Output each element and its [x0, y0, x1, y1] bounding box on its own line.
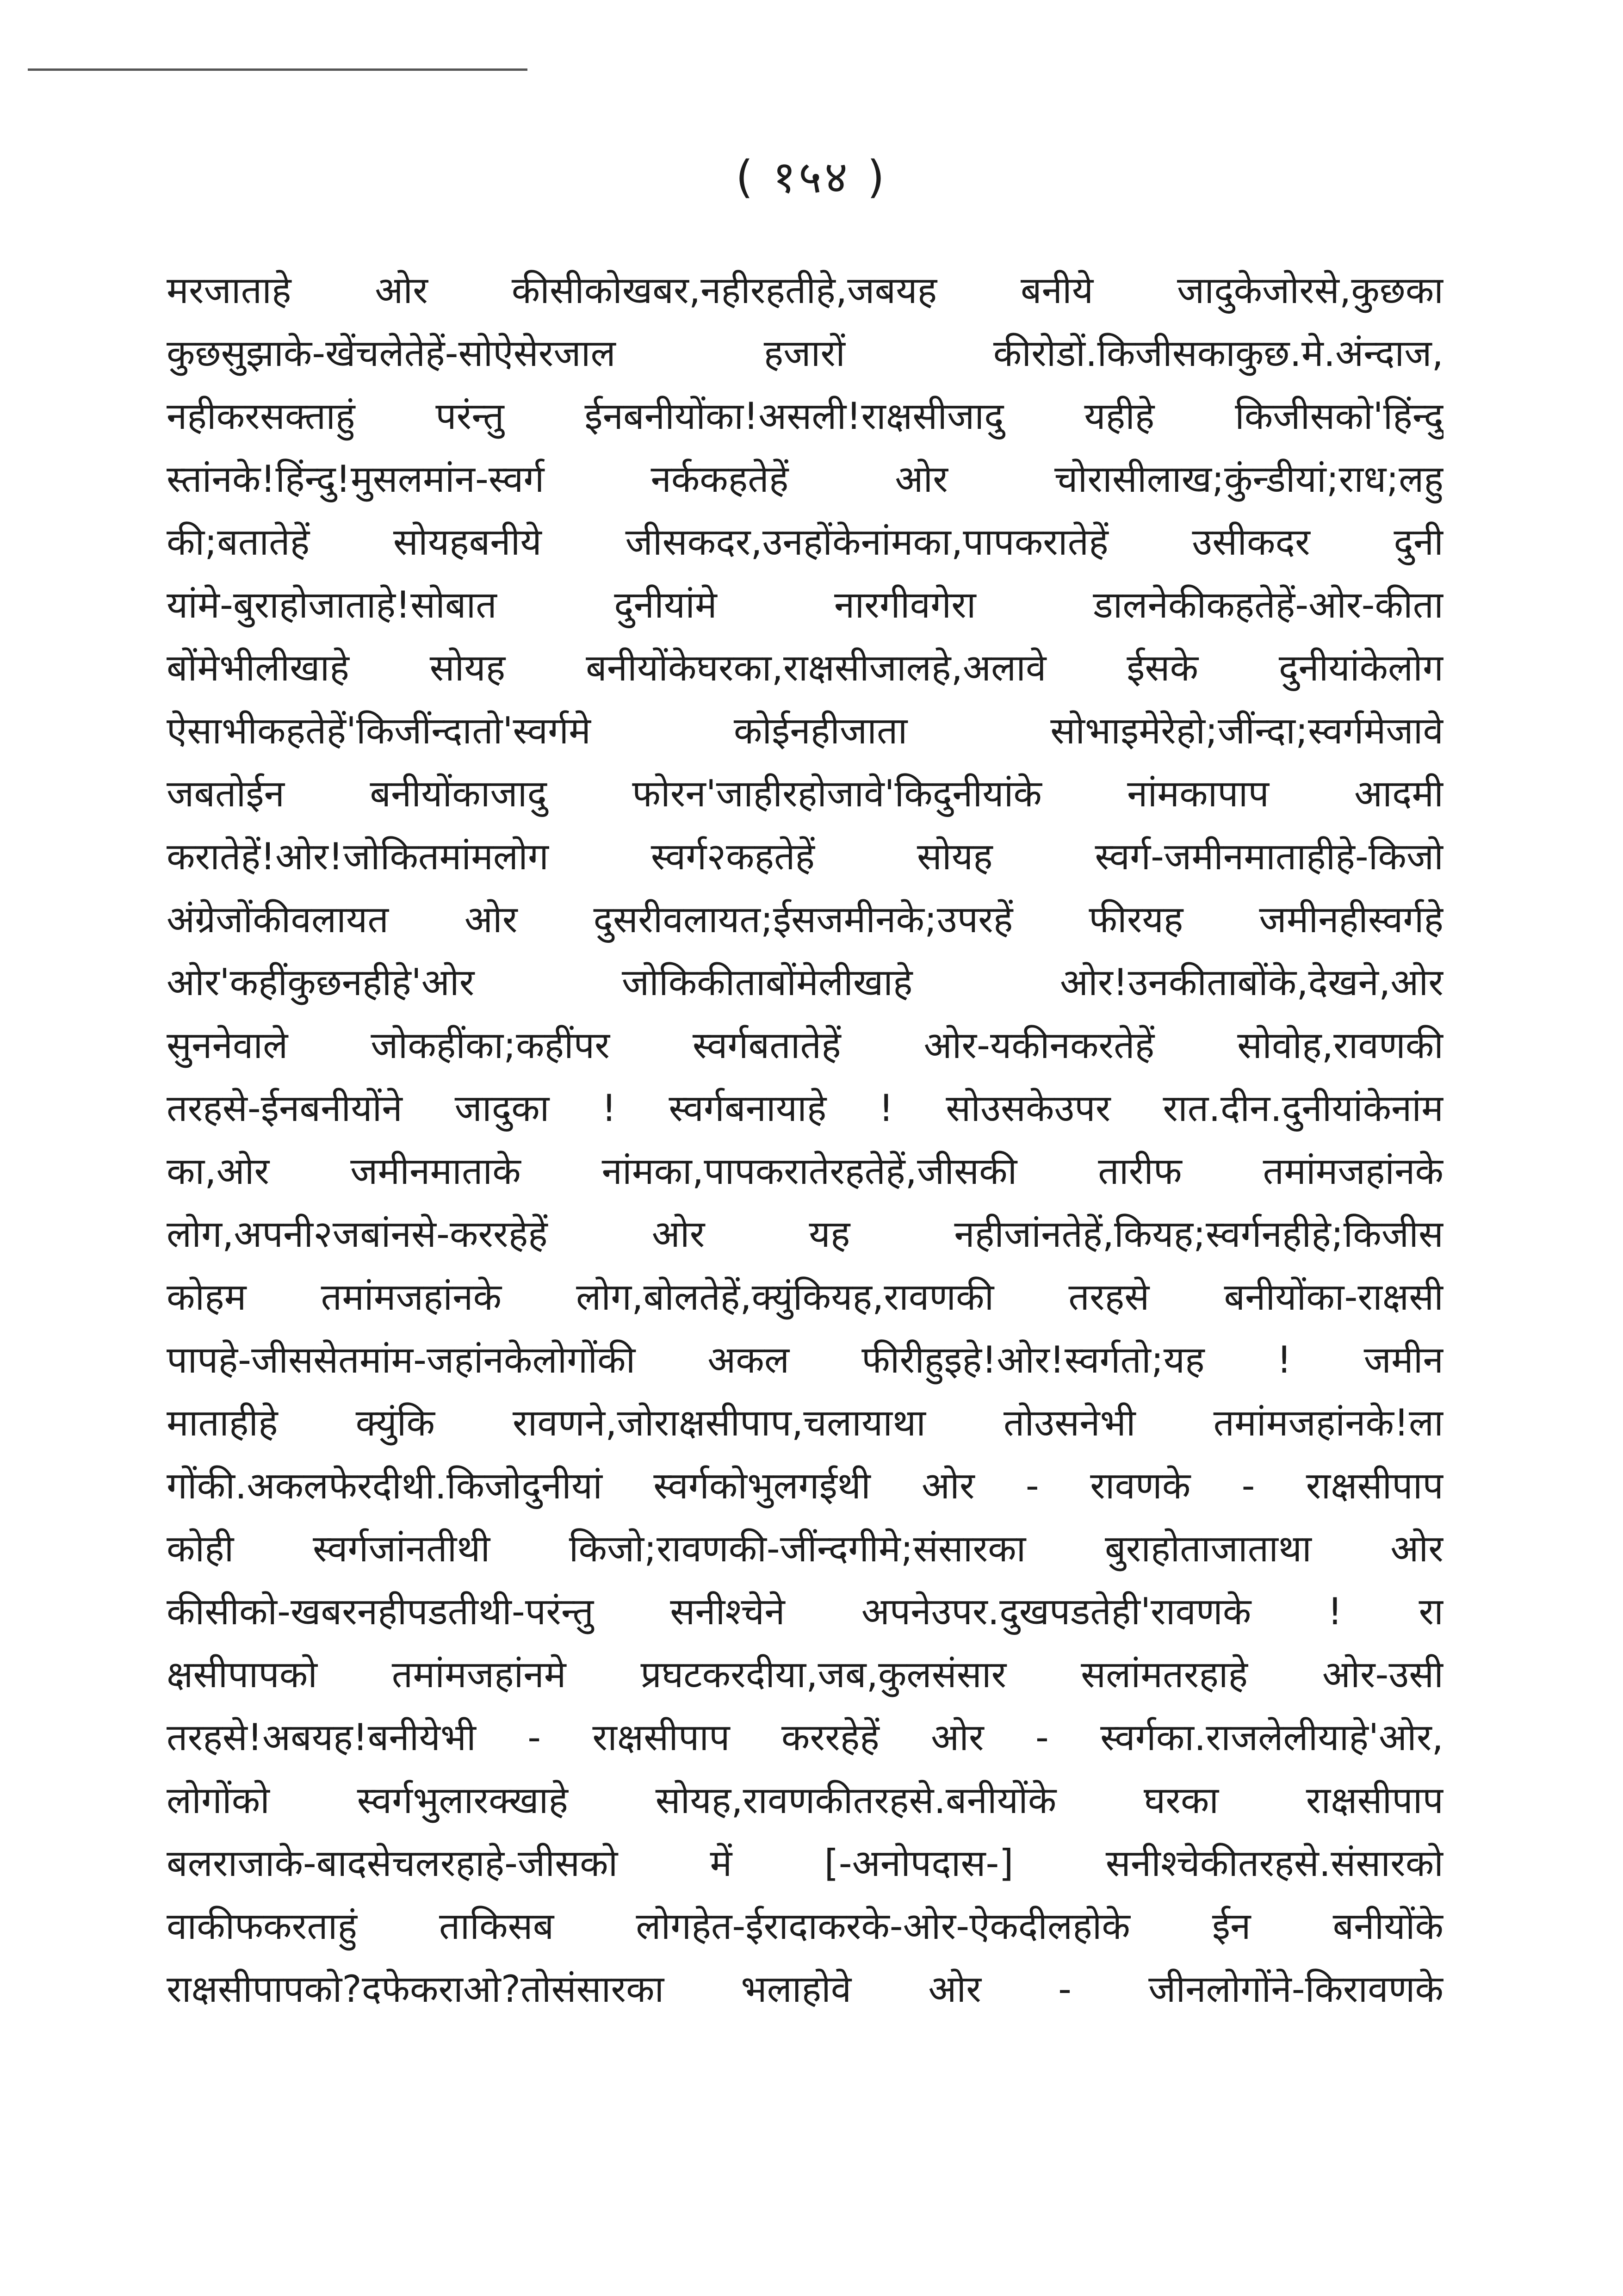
text-line: तरहसे-ईनबनीयोंने जादुका ! स्वर्गबनायाहे ! सोउसकेउपर रात.दीन.दुनीयांकेनांम	[167, 1087, 1443, 1130]
text-line: लोगोंको स्वर्गभुलारक्खाहे सोयह,रावणकीतरहसे.बनीयोंके घरका राक्षसीपाप	[167, 1779, 1443, 1822]
text-line: कीसीको-खबरनहीपडतीथी-परंन्तु सनीश्चेने अपनेउपर.दुखपडतेही'रावणके ! रा	[167, 1590, 1443, 1633]
text-line: नहीकरसक्ताहुं परंन्तु ईनबनीयोंका!असली!राक्षसीजादु यहीहे किजीसको'हिंन्दु	[167, 395, 1443, 438]
text-line: लोग,अपनी२जबांनसे-कररहेहें ओर यह नहीजांनतेहें,कियह;स्वर्गनहीहे;किजीस	[167, 1213, 1443, 1256]
text-line: कोहम तमांमजहांनके लोग,बोलतेहें,क्युंकियह,रावणकी तरहसे बनीयोंका-राक्षसी	[167, 1275, 1443, 1318]
text-line: ऐसाभीकहतेहें'किजींन्दातो'स्वर्गमे कोईनहीजाता सोभाइमेरेहो;जींन्दा;स्वर्गमेजावे	[167, 709, 1443, 752]
text-line: कोही स्वर्गजांनतीथी किजो;रावणकी-जींन्दगीमे;संसारका बुराहोताजाताथा ओर	[167, 1527, 1443, 1570]
text-line: यांमे-बुराहोजाताहे!सोबात दुनीयांमे नारगीवगेरा डालनेकीकहतेहें-ओर-कीता	[167, 583, 1443, 626]
text-line: मरजाताहे ओर कीसीकोखबर,नहीरहतीहे,जबयह बनीये जादुकेजोरसे,कुछका	[167, 269, 1443, 312]
text-line: जबतोईन बनीयोंकाजादु फोरन'जाहीरहोजावे'किदुनीयांके नांमकापाप आदमी	[167, 772, 1443, 815]
text-line: की;बतातेहें सोयहबनीये जीसकदर,उनहोंकेनांमका,पापकरातेहें उसीकदर दुनी	[167, 520, 1443, 563]
text-line: गोंकी.अकलफेरदीथी.किजोदुनीयां स्वर्गकोभुलगईथी ओर - रावणके - राक्षसीपाप	[167, 1464, 1443, 1507]
text-line: सुननेवाले जोकहींका;कहींपर स्वर्गबतातेहें ओर-यकीनकरतेहें सोवोह,रावणकी	[167, 1024, 1443, 1067]
text-line: ओर'कहींकुछनहीहे'ओर जोकिकीताबोंमेलीखाहे ओर!उनकीताबोंके,देखने,ओर	[167, 961, 1443, 1004]
top-rule	[28, 68, 527, 71]
text-line: बलराजाके-बादसेचलरहाहे-जीसको में [-अनोपदास-] सनीश्चेकीतरहसे.संसारको	[167, 1842, 1443, 1885]
text-line: वाकीफकरताहुं ताकिसब लोगहेत-ईरादाकरके-ओर-ऐकदीलहोके ईन बनीयोंके	[167, 1905, 1443, 1948]
text-line: क्षसीपापको तमांमजहांनमे प्रघटकरदीया,जब,कुलसंसार सलांमतरहाहे ओर-उसी	[167, 1653, 1443, 1696]
text-line: पापहे-जीससेतमांम-जहांनकेलोगोंकी अकल फीरीहुइहे!ओर!स्वर्गतो;यह ! जमीन	[167, 1338, 1443, 1381]
text-line: अंग्रेजोंकीवलायत ओर दुसरीवलायत;ईसजमीनके;उपरहें फीरयह जमीनहीस्वर्गहे	[167, 898, 1443, 941]
text-line: बोंमेभीलीखाहे सोयह बनीयोंकेघरका,राक्षसीजालहे,अलावे ईसके दुनीयांकेलोग	[167, 646, 1443, 689]
page-number: ( १५४ )	[736, 151, 887, 203]
body-text	[167, 259, 1443, 2021]
text-line: कुछसुझाके-खेंचलेतेहें-सोऐसेरजाल हजारों कीरोडों.किजीसकाकुछ.मे.अंन्दाज,	[167, 332, 1443, 375]
text-line: तरहसे!अबयह!बनीयेभी - राक्षसीपाप कररहेहें ओर - स्वर्गका.राजलेलीयाहे'ओर,	[167, 1716, 1443, 1759]
text-line: का,ओर जमीनमाताके नांमका,पापकरातेरहतेहें,जीसकी तारीफ तमांमजहांनके	[167, 1150, 1443, 1193]
text-line: माताहीहे क्युंकि रावणने,जोराक्षसीपाप,चलायाथा तोउसनेभी तमांमजहांनके!ला	[167, 1401, 1443, 1444]
text-line: स्तांनके!हिंन्दु!मुसलमांन-स्वर्ग नर्ककहतेहें ओर चोरासीलाख;कुंन्डीयां;राध;लहु	[167, 458, 1443, 501]
text-line: राक्षसीपापको?दफेकराओ?तोसंसारका भलाहोवे ओर - जीनलोगोंने-किरावणके	[167, 1968, 1443, 2011]
text-line: करातेहें!ओर!जोकितमांमलोग स्वर्ग२कहतेहें सोयह स्वर्ग-जमीनमाताहीहे-किजो	[167, 835, 1443, 878]
